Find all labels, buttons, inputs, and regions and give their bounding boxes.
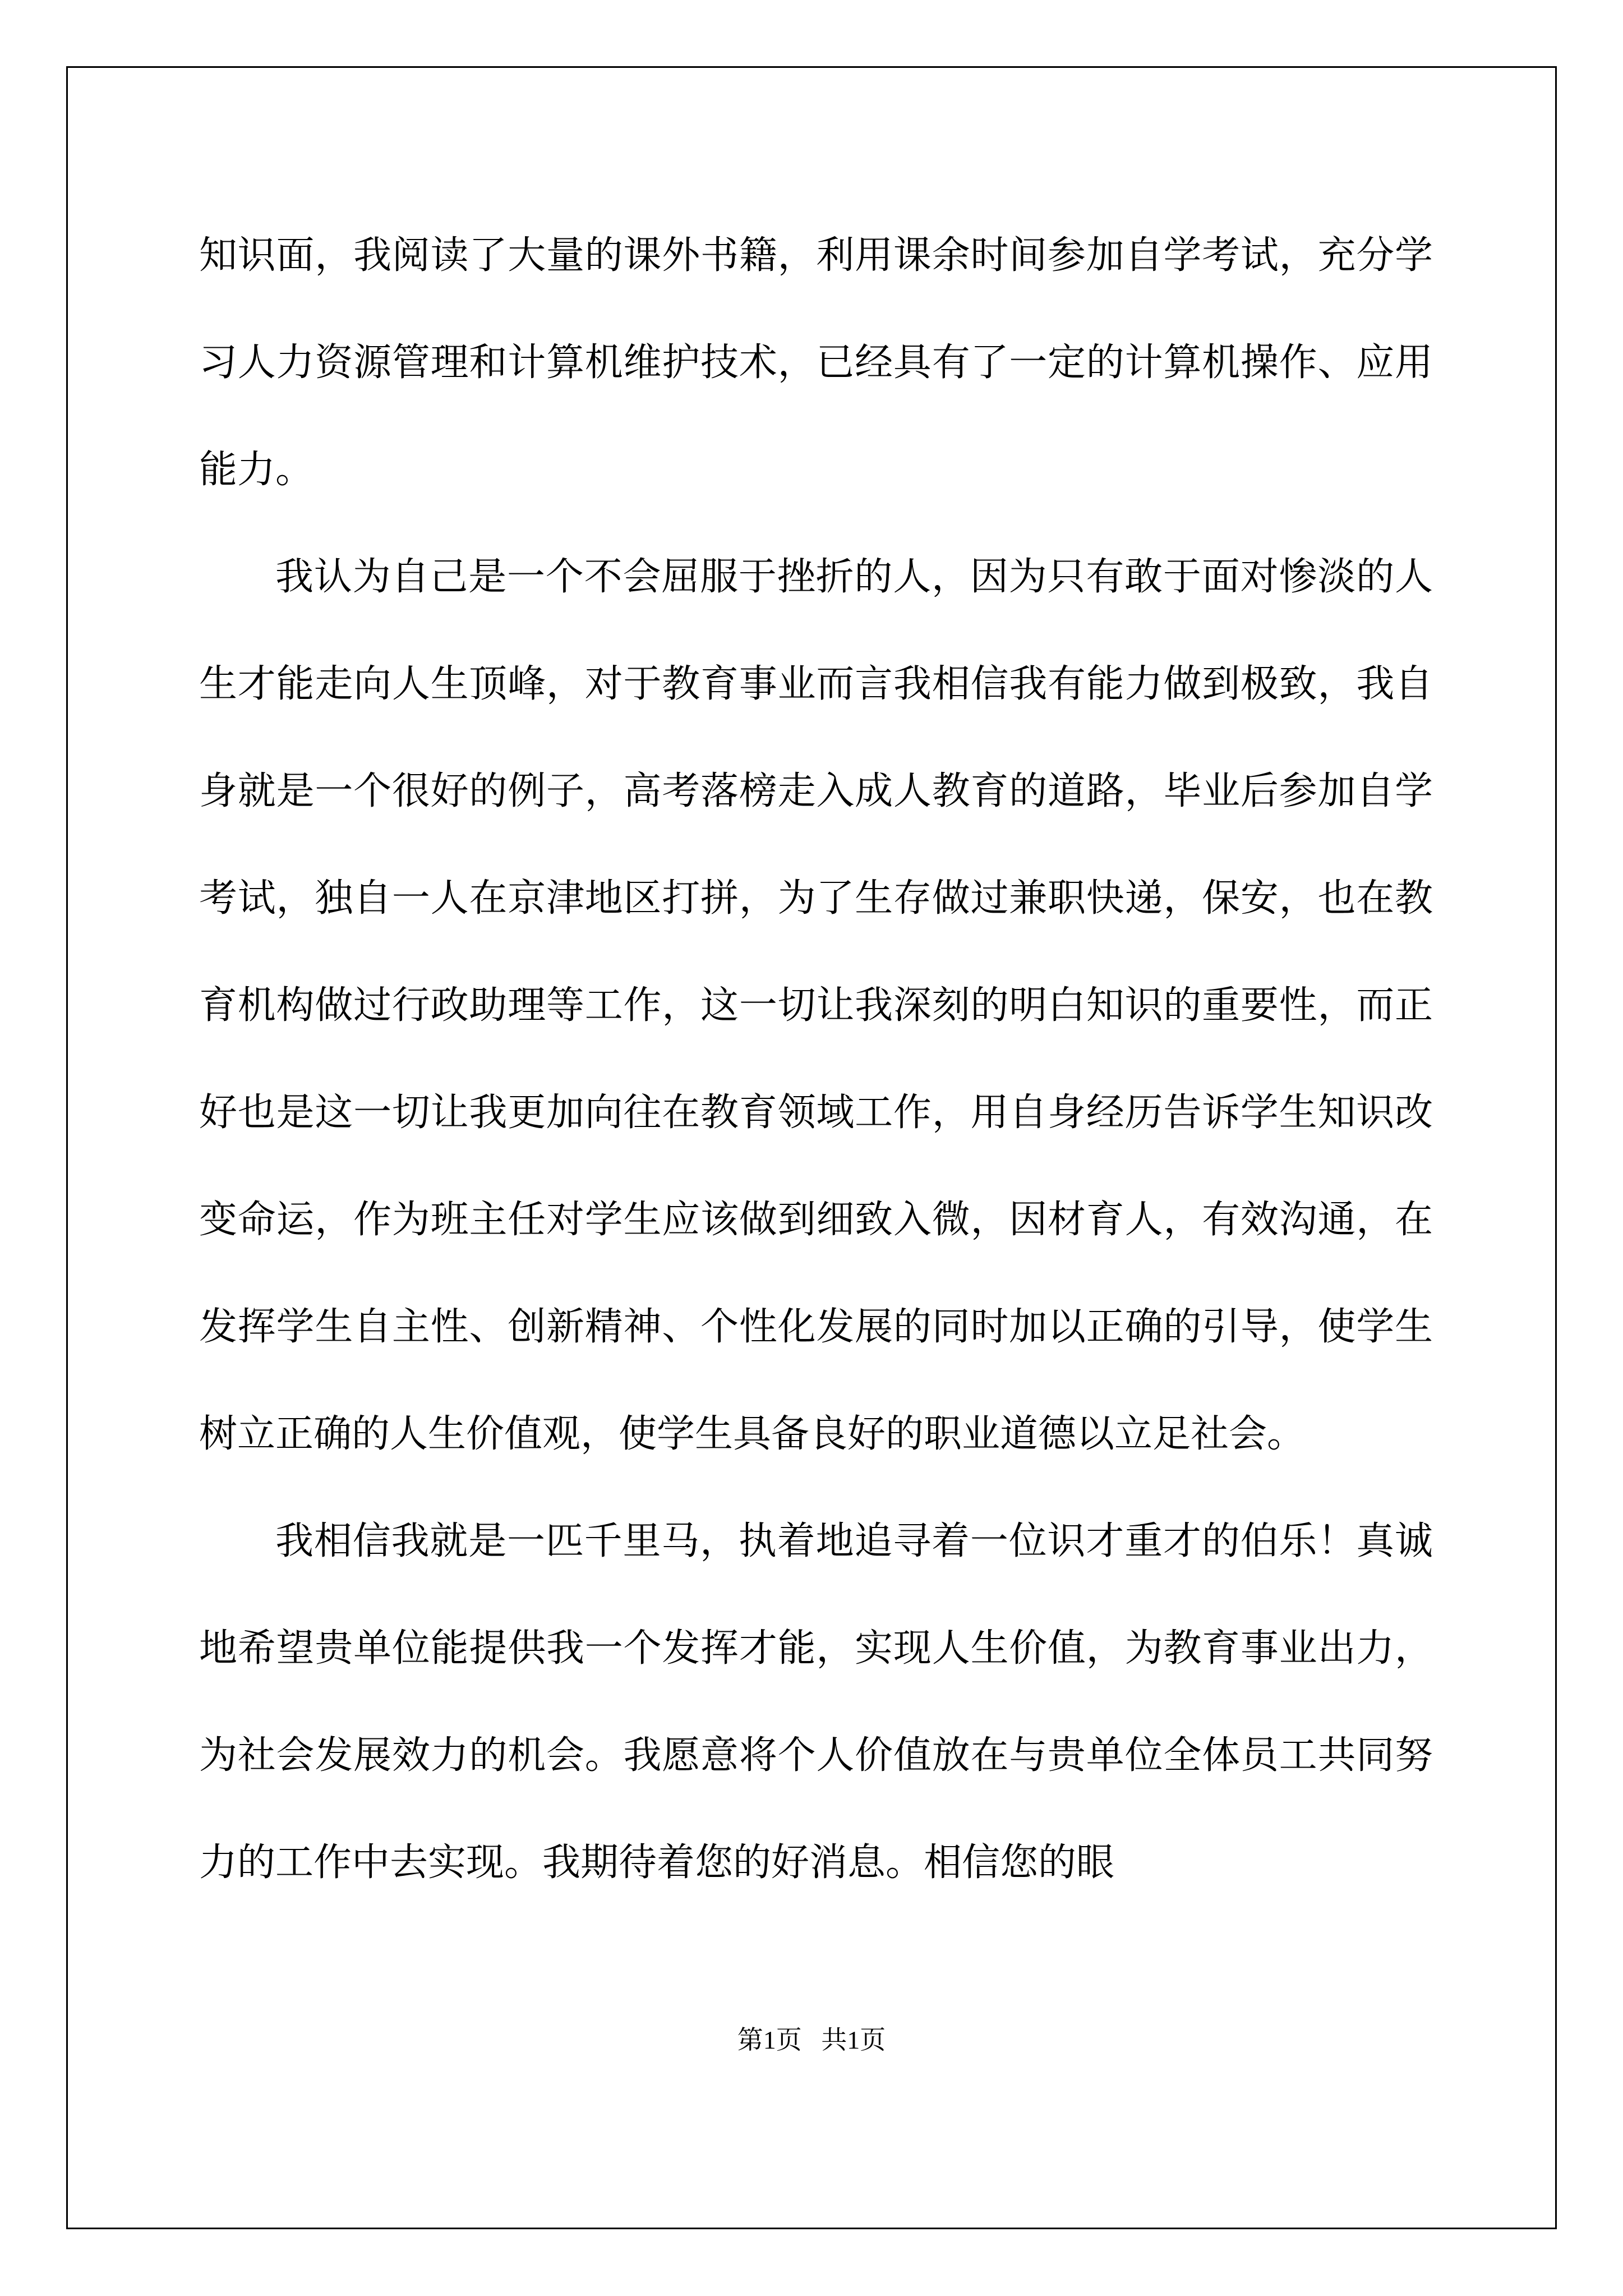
document-body bbox=[199, 202, 1433, 1916]
page-number-footer: 第1页 共1页 bbox=[737, 2026, 886, 2054]
paragraph-1: 知识面，我阅读了大量的课外书籍，利用课余时间参加自学考试，充分学习人力资源管理和计算机维护技术，已经具有了一定的计算机操作、应用能力。 bbox=[199, 233, 1433, 492]
paragraph-2: 我认为自己是一个不会屈服于挫折的人，因为只有敢于面对惨淡的人生才能走向人生顶峰，对于教育事业而言我相信我有能力做到极致，我自身就是一个很好的例子，高考落榜走入成人教育的道路，毕业后参加自学考试，独自一人在京津地区打拼，为了生存做过兼职快递，保安，也在教育机构做过行政助理等工作，这一切让我深刻的明白知识的重要性，而正好也是这一切让我更加向往在教育领域工作，用自身经历告诉学生知识改变命运，作为班主任对学生应该做到细致入微，因材育人，有效沟通，在发挥学生自主性、创新精神、个性化发展的同时加以正确的引导，使学生树立正确的人生价值观，使学生具备良好的职业道德以立足社会。 bbox=[199, 555, 1433, 1456]
paragraph-3: 我相信我就是一匹千里马，执着地追寻着一位识才重才的伯乐！真诚地希望贵单位能提供我一个发挥才能，实现人生价值，为教育事业出力，为社会发展效力的机会。我愿意将个人价值放在与贵单位全体员工共同努力的工作中去实现。我期待着您的好消息。相信您的眼 bbox=[199, 1519, 1433, 1885]
